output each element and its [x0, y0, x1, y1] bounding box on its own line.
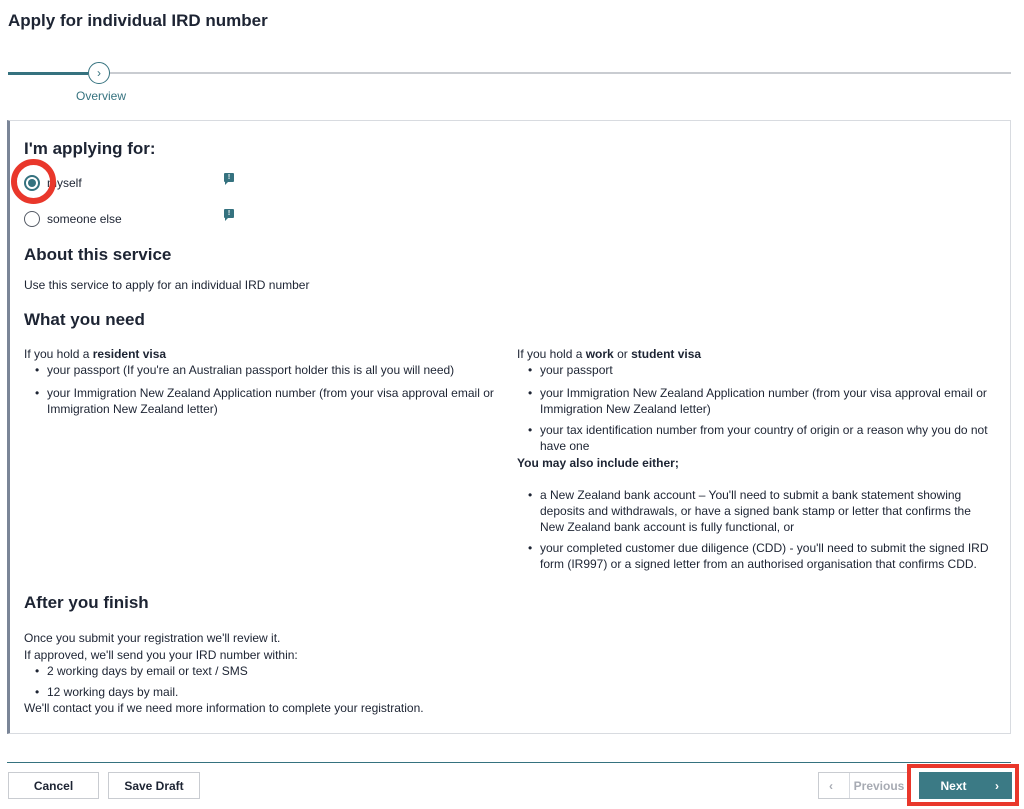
stepper-label-overview[interactable]: Overview [76, 89, 127, 103]
list-item: • your tax identification number from your country of origin or a reason why you do not have one [540, 422, 995, 454]
chevron-right-icon: › [995, 779, 999, 793]
list-item: • your passport (If you're an Australian passport holder this is all you will need) [47, 362, 497, 378]
work-intro [517, 346, 701, 362]
radio-someone-else[interactable] [24, 211, 40, 227]
after-heading: After you finish [24, 593, 149, 612]
help-icon[interactable]: ! [224, 173, 234, 182]
page-title: Apply for individual IRD number [8, 11, 268, 30]
resident-intro-prefix: If you hold a [24, 347, 93, 361]
after-line-1: Once you submit your registration we'll review it. [24, 631, 281, 645]
about-text: Use this service to apply for an individual IRD number [24, 278, 310, 292]
list-item: • a New Zealand bank account – You'll need to submit a bank statement showing deposits and withdrawals, or have a signed bank stamp or letter that confirms the New Zealand bank account is fully functional, or [540, 487, 995, 535]
chevron-left-icon: ‹ [829, 779, 833, 793]
highlight-rect [907, 764, 1019, 806]
help-icon[interactable]: ! [224, 209, 234, 218]
work-intro-bold-student: student visa [631, 347, 702, 361]
what-you-need-heading: What you need [24, 310, 145, 329]
also-include-heading: You may also include either; [517, 456, 679, 470]
previous-button[interactable] [818, 772, 910, 799]
next-label: Next [940, 778, 967, 793]
stepper-step-overview[interactable] [88, 62, 110, 84]
list-item: • 12 working days by mail. [47, 684, 178, 700]
footer-divider [7, 762, 1011, 763]
list-item: • your Immigration New Zealand Application number (from your visa approval email or Immigration New Zealand letter) [47, 385, 497, 417]
button-separator [849, 773, 850, 798]
after-line-2: If approved, we'll send you your IRD number within: [24, 648, 298, 662]
list-item: • your Immigration New Zealand Application number (from your visa approval email or Immigration New Zealand letter) [540, 385, 995, 417]
list-item: • your completed customer due diligence (CDD) - you'll need to submit the signed IRD form (IR997) or a signed letter from an authorised organisation that confirms CDD. [540, 540, 995, 572]
work-intro-prefix: If you hold a [517, 347, 586, 361]
chevron-right-icon: › [97, 66, 101, 80]
previous-label: Previous [853, 778, 905, 793]
list-item: • 2 working days by email or text / SMS [47, 663, 248, 679]
highlight-circle [11, 159, 56, 204]
after-line-3: We'll contact you if we need more information to complete your registration. [24, 701, 424, 715]
resident-intro [24, 346, 166, 362]
about-heading: About this service [24, 245, 172, 264]
radio-myself-label[interactable]: myself [47, 176, 82, 190]
radio-someone-else-label[interactable]: someone else [47, 212, 122, 226]
applying-for-heading: I'm applying for: [24, 139, 156, 158]
stepper-line [110, 72, 1011, 74]
save-draft-button[interactable]: Save Draft [108, 772, 200, 799]
stepper-progress-line [8, 72, 88, 75]
cancel-button[interactable]: Cancel [8, 772, 99, 799]
work-intro-mid: or [613, 347, 632, 361]
resident-intro-bold: resident visa [92, 347, 167, 361]
list-item: • your passport [540, 362, 995, 378]
work-intro-bold-work: work [585, 347, 614, 361]
